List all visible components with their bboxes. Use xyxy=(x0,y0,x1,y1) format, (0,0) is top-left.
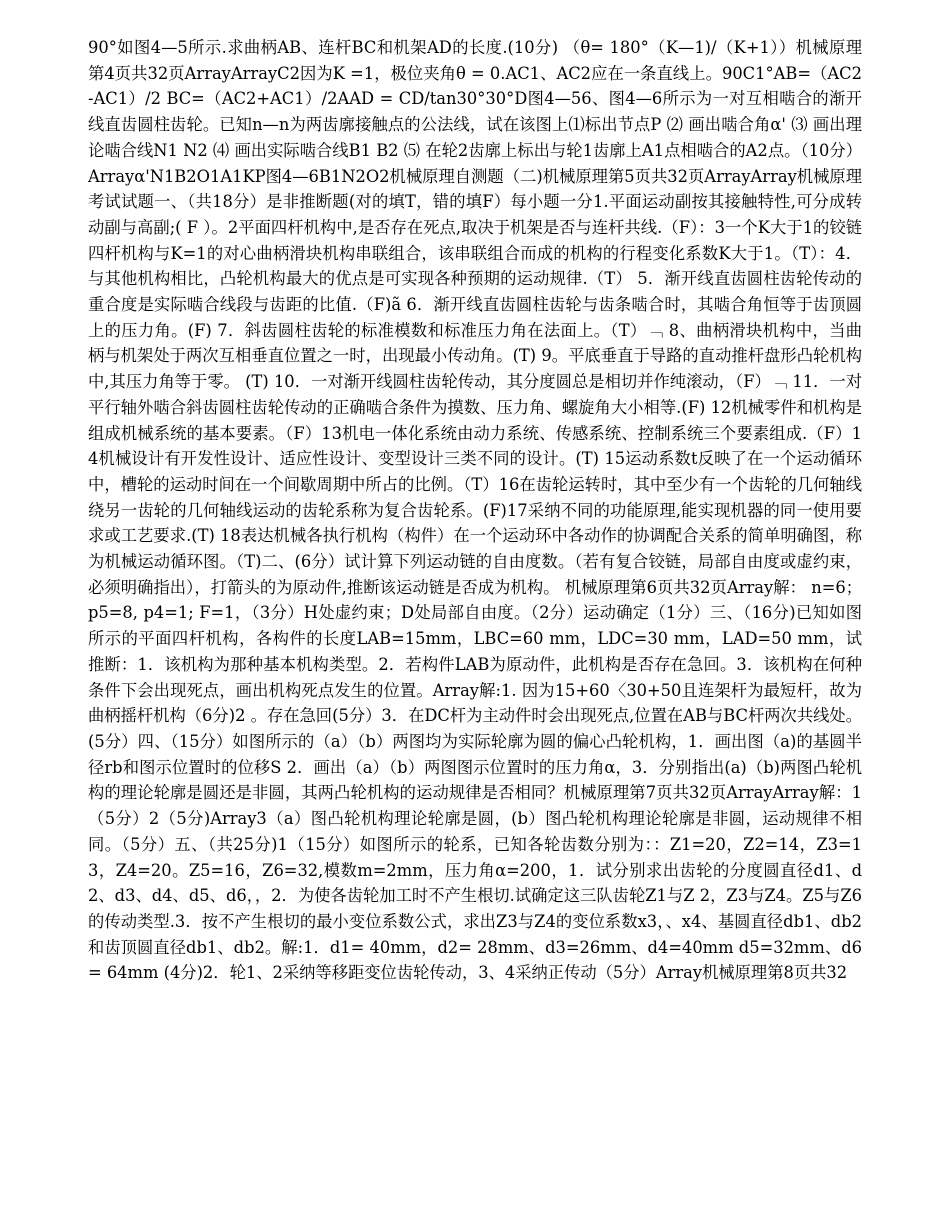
body-text: 90°如图4—5所示.求曲柄AB、连杆BC和机架AD的长度.(10分) （θ= 180°（K—1)/（K+1））机械原理第4页共32页ArrayArrayC2因为K =1，极位夹角θ = 0.AC1、AC2应在一条直线上。90C1°AB=（AC2-AC1）/2 BC=（AC2+AC1）/2AAD = CD/tan30°30°D图4—56、图4—6所示为一对互相啮合的渐开线直齿圆柱齿轮。已知n—n为两齿廓接触点的公法线，试在该图上⑴标出节点P ⑵ 画出啮合角α' ⑶ 画出理论啮合线N1 N2 ⑷ 画出实际啮合线B1 B2 ⑸ 在轮2齿廓上标出与轮1齿廓上A1点相啮合的A2点。（10分）Arrayα'N1B2O1A1KP图4—6B1N2O2机械原理自测题（二)机械原理第5页共32页ArrayArray机械原理考试试题一、（共18分）是非推断题(对的填T，错的填F）每小题一分1.平面运动副按其接触特性,可分成转动副与高副;( F ）。2平面四杆机构中,是否存在死点,取决于机架是否与连杆共线.（F）：3一个K大于1的铰链四杆机构与K=1的对心曲柄滑块机构串联组合，该串联组合而成的机构的行程变化系数K大于1。（T）：4．与其他机构相比，凸轮机构最大的优点是可实现各种预期的运动规律.（T） 5．渐开线直齿圆柱齿轮传动的重合度是实际啮合线段与齿距的比值.（F)ã 6．渐开线直齿圆柱齿轮与齿条啮合时，其啮合角恒等于齿顶圆上的压力角。(F) 7．斜齿圆柱齿轮的标准模数和标准压力角在法面上。（T）﹁ 8、曲柄滑块机构中，当曲柄与机架处于两次互相垂直位置之一时，出现最小传动角。(T) 9。平底垂直于导路的直动推杆盘形凸轮机构中,其压力角等于零。 (T) 10．一对渐开线圆柱齿轮传动，其分度圆总是相切并作纯滚动，（F）﹁ 11．一对平行轴外啮合斜齿圆柱齿轮传动的正确啮合条件为摸数、压力角、螺旋角大小相等.(F) 12机械零件和机构是组成机械系统的基本要素。（F）13机电一体化系统由动力系统、传感系统、控制系统三个要素组成.（F）14机械设计有开发性设计、适应性设计、变型设计三类不同的设计。(T) 15运动系数t反映了在一个运动循环中，槽轮的运动时间在一个间歇周期中所占的比例。（T）16在齿轮运转时，其中至少有一个齿轮的几何轴线绕另一齿轮的几何轴线运动的齿轮系称为复合齿轮系。(F)17采纳不同的功能原理,能实现机器的同一使用要求或工艺要求.(T) 18表达机械各执行机构（构件）在一个运动环中各动作的协调配合关系的简单明确图，称为机械运动循环图。（T)二、(6分）试计算下列运动链的自由度数。（若有复合铰链，局部自由度或虚约束，必须明确指出），打箭头的为原动件,推断该运动链是否成为机构。 机械原理第6页共32页Array解： n=6； p5=8, p4=1; F=1，（3分）H处虚约束；D处局部自由度。（2分）运动确定（1分）三、（16分)已知如图所示的平面四杆机构，各构件的长度LAB=15mm，LBC=60 mm，LDC=30 mm，LAD=50 mm，试推断：1．该机构为那种基本机构类型。2．若构件LAB为原动件，此机构是否存在急回。3．该机构在何种条件下会出现死点，画出机构死点发生的位置。Array解:1. 因为15+60〈30+50且连架杆为最短杆，故为曲柄摇杆机构（6分)2 。存在急回(5分）3．在DC杆为主动件时会出现死点,位置在AB与BC杆两次共线处。(5分）四、（15分）如图所示的（a）（b）两图均为实际轮廓为圆的偏心凸轮机构，1．画出图（a)的基圆半径rb和图示位置时的位移S 2．画出（a）（b）两图图示位置时的压力角α，3．分别指出(a)（b)两图凸轮机构的理论轮廓是圆还是非圆，其两凸轮机构的运动规律是否相同？机械原理第7页共32页ArrayArray解：1（5分）2（5分)Array3（a）图凸轮机构理论轮廓是圆，(b）图凸轮机构理论轮廓是非圆，运动规律不相同。（5分）五、（共25分)1（15分）如图所示的轮系，已知各轮齿数分别为：：Z1=20，Z2=14，Z3=13，Z4=20。Z5=16，Z6=32,模数m=2mm，压力角α=200，1．试分别求出齿轮的分度圆直径d1、d2、d3、d4、d5、d6，，2．为使各齿轮加工时不产生根切.试确定这三队齿轮Z1与Z 2，Z3与Z4。Z5与Z6的传动类型.3．按不产生根切的最小变位系数公式，求出Z3与Z4的变位系数x3，、x4、基圆直径db1、db2和齿顶圆直径db1、db2。解:1．d1= 40mm，d2= 28mm、d3=26mm、d4=40mm d5=32mm、d6= 64mm (4分)2．轮1、2采纳等移距变位齿轮传动，3、4采纳正传动（5分）Array机械原理第8页共32 xyxy=(88,38,862,983)
document-page xyxy=(88,35,862,1205)
